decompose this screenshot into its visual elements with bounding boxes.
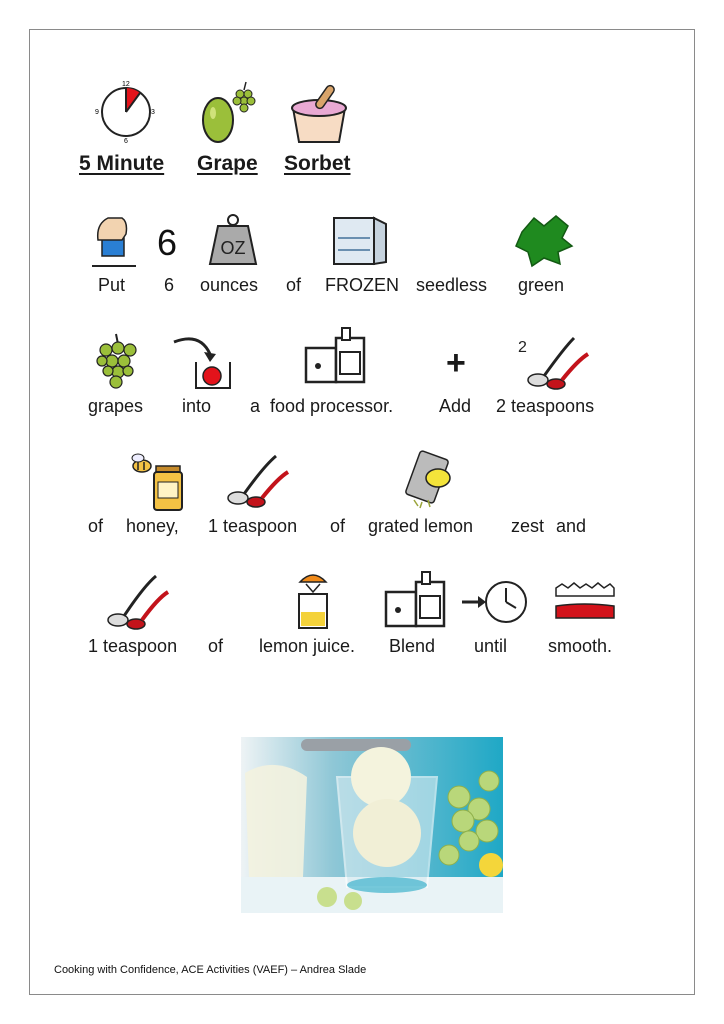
title-word-sorbet: Sorbet (284, 152, 351, 175)
row4-word-of: of (208, 636, 224, 656)
row4-word-lemon-juice: lemon juice. (259, 636, 356, 656)
row3-word-1-teaspoon: 1 teaspoon (208, 516, 298, 536)
into-arrow-icon (170, 332, 236, 392)
row1-word-of: of (286, 275, 302, 295)
svg-text:3: 3 (151, 109, 155, 116)
plus-icon: + (446, 344, 466, 382)
row3-word-and: and (556, 516, 587, 536)
clock-5-minute-icon (92, 78, 160, 144)
svg-text:12: 12 (122, 81, 130, 88)
row2-word-grapes: grapes (88, 396, 144, 416)
row1-word-green: green (518, 275, 565, 295)
row2-word-2-teaspoons: 2 teaspoons (496, 396, 595, 416)
row2-word-into: into (182, 396, 212, 416)
svg-text:OZ: OZ (220, 238, 246, 258)
row2-word-add: Add (439, 396, 472, 416)
row4-word-smooth: smooth. (548, 636, 613, 656)
title-word-grape: Grape (197, 152, 258, 175)
row1-word-frozen: FROZEN (325, 275, 399, 295)
freezer-icon (330, 214, 390, 268)
row3-word-of: of (88, 516, 104, 536)
row2-word-food-processor: food processor. (270, 396, 394, 416)
row3-word-zest: zest (511, 516, 545, 536)
teaspoons-icon (516, 334, 592, 392)
until-clock-icon (460, 578, 530, 626)
row4-word-1-teaspoon: 1 teaspoon (88, 636, 178, 656)
sorbet-photo (241, 737, 503, 913)
row4-word-until: until (474, 636, 508, 656)
grapes-bunch-icon (92, 332, 142, 392)
row1-word-seedless: seedless (416, 275, 488, 295)
smooth-icon (554, 580, 616, 622)
svg-text:6: 6 (124, 138, 128, 144)
footer-credit: Cooking with Confidence, ACE Activities (VAEF) – Andrea Slade (54, 964, 367, 976)
honey-jar-icon (126, 452, 190, 514)
row3-word-honey: honey, (126, 516, 179, 536)
teaspoon-icon-2 (104, 572, 170, 632)
grape-icon (196, 80, 260, 146)
row1-word-ounces: ounces (200, 275, 259, 295)
lemon-juicer-icon (296, 570, 330, 632)
put-hand-icon (88, 212, 140, 270)
blend-processor-icon (384, 570, 450, 632)
sorbet-cup-icon (287, 80, 353, 146)
grater-lemon-icon (404, 450, 460, 510)
svg-text:2: 2 (518, 339, 527, 356)
row1-word-6: 6 (164, 275, 175, 295)
row3-word-of-2: of (330, 516, 346, 536)
title-word-5-minute: 5 Minute (79, 152, 165, 175)
weight-oz-icon (206, 212, 260, 268)
food-processor-icon (304, 326, 370, 388)
row2-word-a: a (250, 396, 261, 416)
green-color-icon (514, 212, 574, 270)
row1-word-put: Put (98, 275, 126, 295)
teaspoon-icon (224, 452, 290, 510)
number-six-symbol: 6 (157, 222, 178, 263)
svg-text:9: 9 (95, 109, 99, 116)
row3-word-grated-lemon: grated lemon (368, 516, 474, 536)
row4-word-blend: Blend (389, 636, 436, 656)
